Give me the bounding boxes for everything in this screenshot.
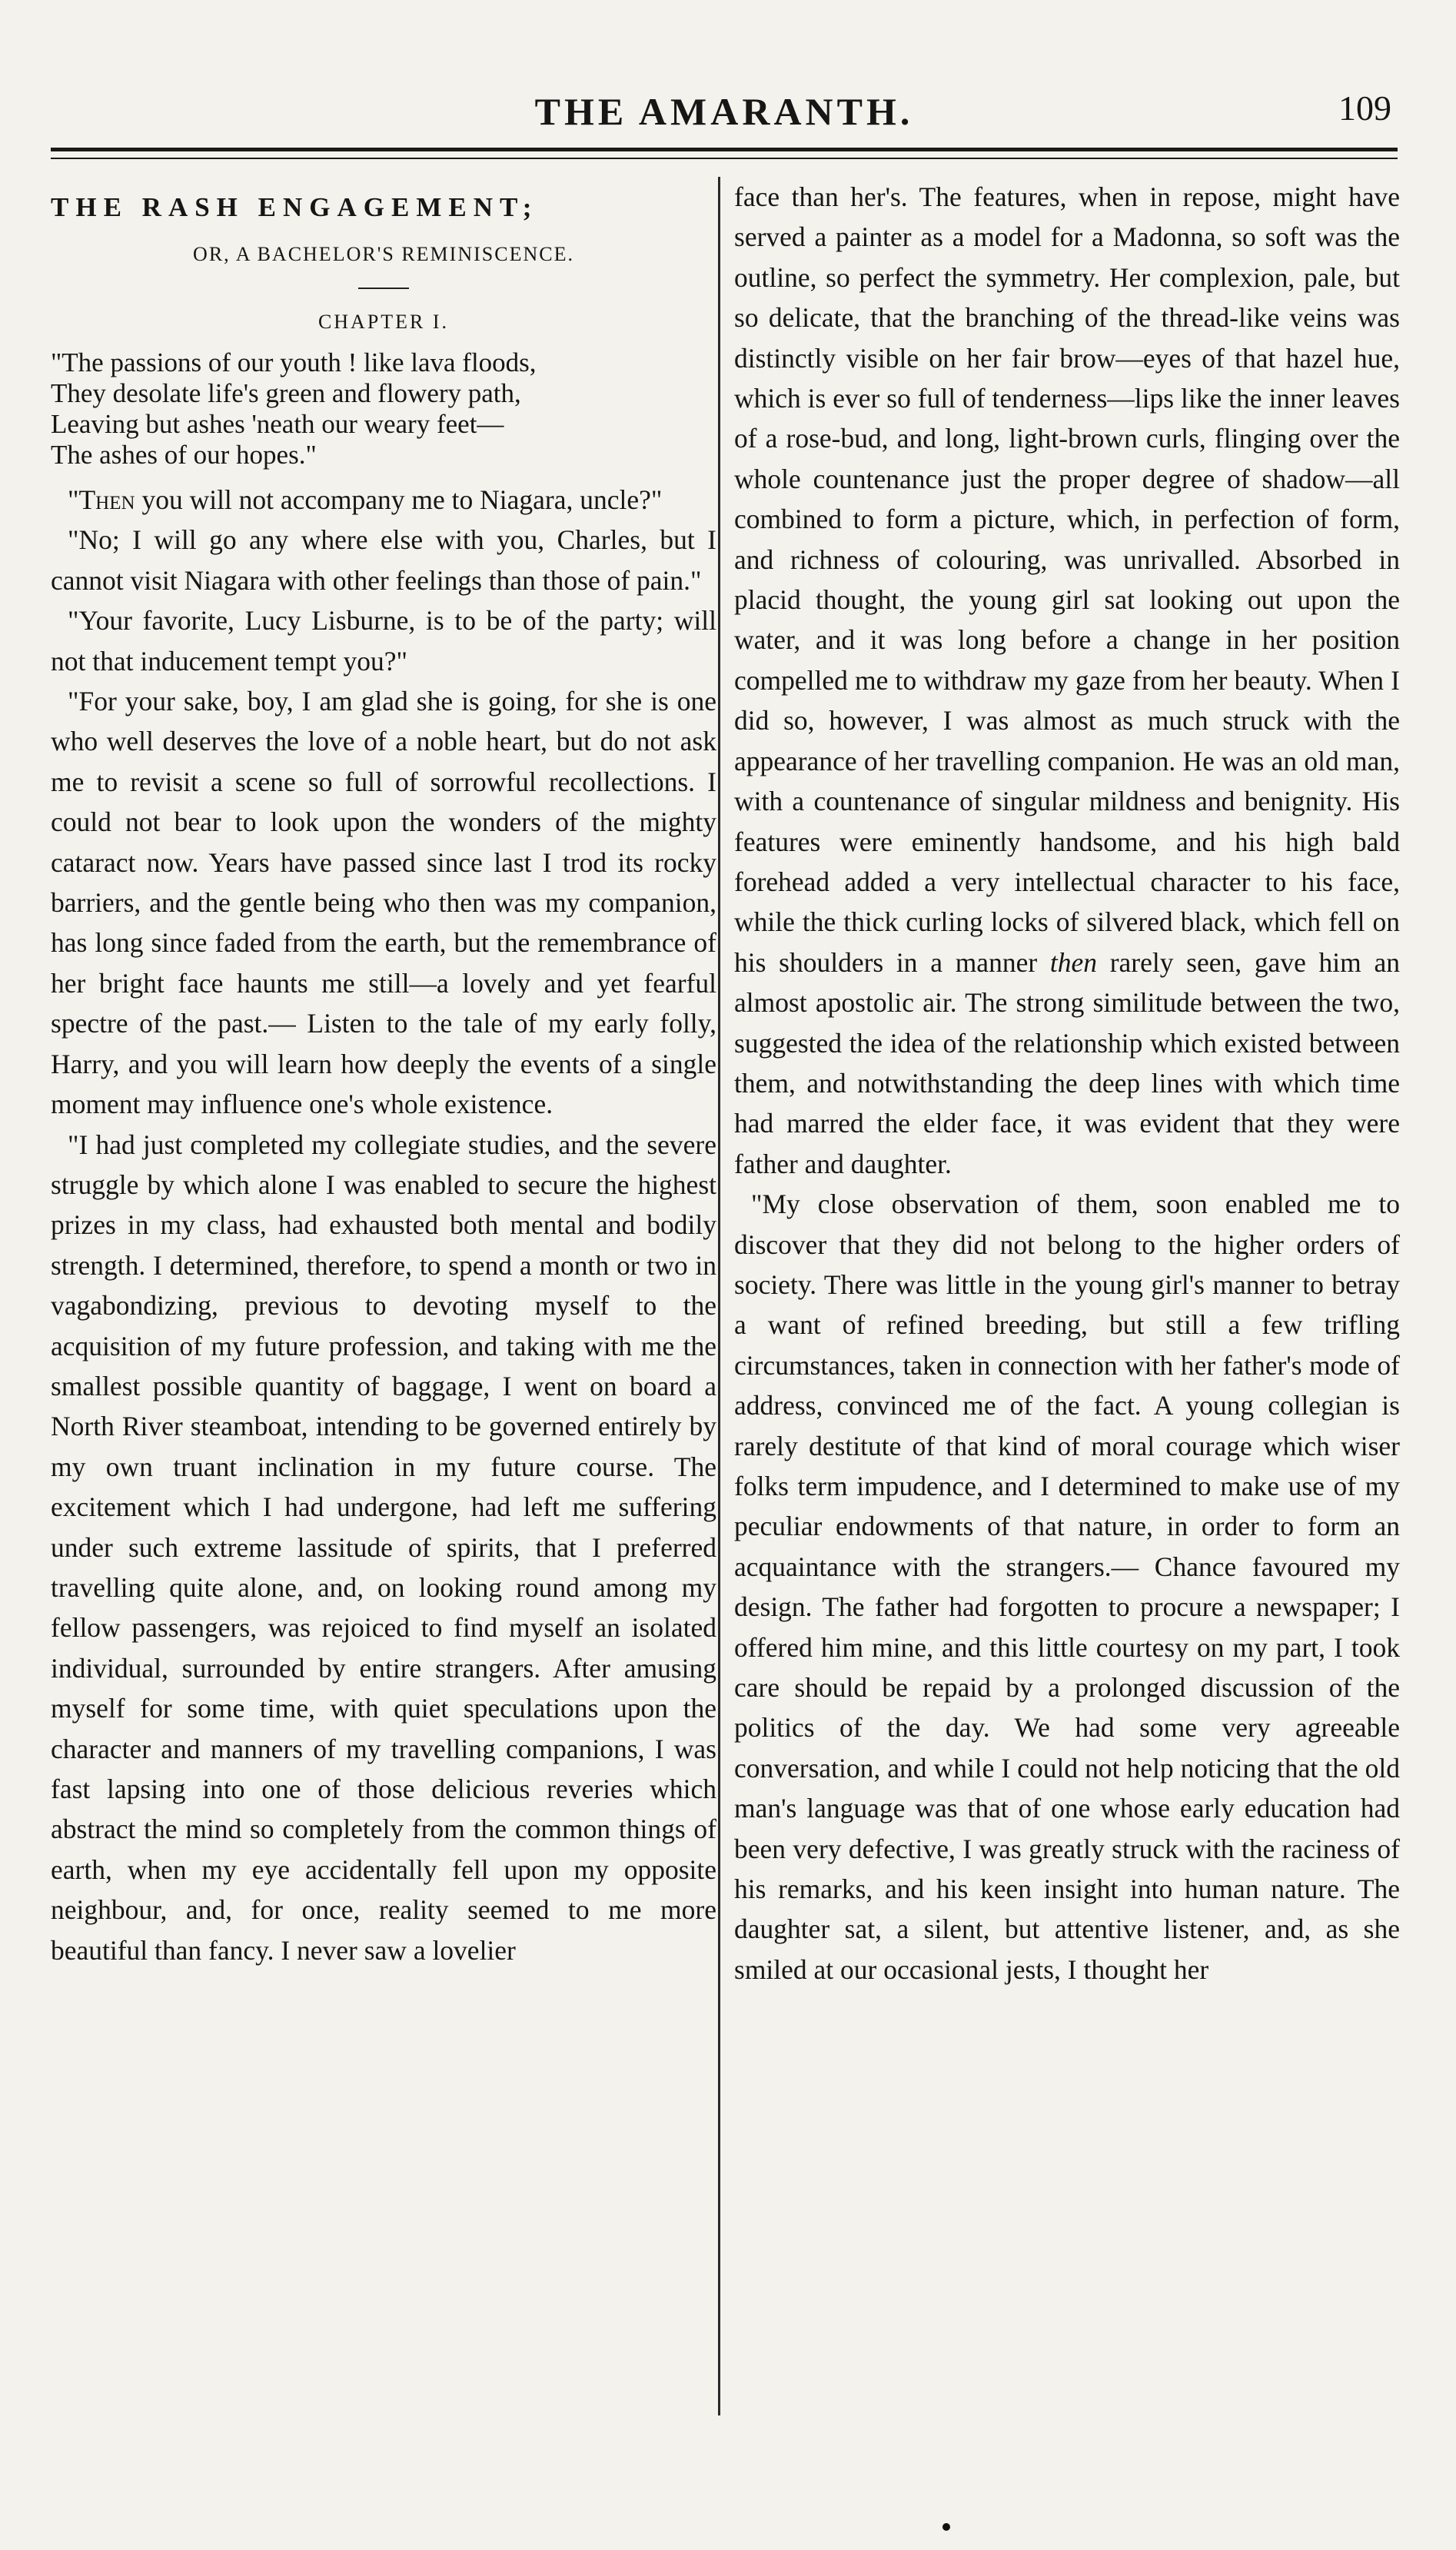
paragraph-text: face than her's. The features, when in repose, might have served a painter as a model for a Madonna, so soft was the outline, so perfect the symmetry. Her complexion, pale, but so delicate, that the branching of the thread-like veins was distinctly visible on her fair brow—eyes of that hazel hue, which is ever so full of tenderness—lips like the inner leaves of a rose-bud, and long, light-brown curls, flinging over the whole countenance just the proper degree of shadow—all combined to form a picture, which, in perfection of form, and richness of colouring, was unrivalled. Absorbed in placid thought, the young girl sat looking out upon the water, and it was long before a change in her position compelled me to withdraw my gaze from her beauty. When I did so, however, I was almost as much struck with the appearance of her travelling companion. He was an old man, with a countenance of singular mildness and benignity. His features were eminently handsome, and his high bald forehead added a very intellectual character to his face, while the thick curling locks of silvered black, which fell on his shoulders in a manner	[734, 181, 1400, 978]
italic-word: then	[1049, 946, 1097, 978]
epigraph: "The passions of our youth ! like lava floods, They desolate life's green and flowery path, Leaving but ashes 'neath our weary feet— The ashes of our hopes."	[51, 347, 537, 470]
paragraph	[51, 480, 716, 520]
paragraph: "I had just completed my collegiate studies, and the severe struggle by which alone I was enabled to secure the highest prizes in my class, had exhausted both mental and bodily strength. I determined, therefore, to spend a month or two in vagabondizing, previous to devoting myself to the acquisition of my future profession, and taking with me the smallest possible quantity of baggage, I went on board a North River steamboat, intending to be governed entirely by my own truant inclination in my future course. The excitement which I had undergone, had left me suffering under such extreme lassitude of spirits, that I preferred travelling quite alone, and, on looking round among my fellow passengers, was rejoiced to find myself an isolated individual, surrounded by entire strangers. After amusing myself for some time, with quiet speculations upon the character and manners of my travelling companions, I was fast lapsing into one of those delicious reveries which abstract the mind so completely from the common things of earth, when my eye accidentally fell upon my opposite neighbour, and, for once, reality seemed to me more beautiful than fancy. I never saw a lovelier	[51, 1129, 716, 1966]
ink-spot	[942, 2523, 950, 2531]
paragraph: "Your favorite, Lucy Lisburne, is to be of the party; will not that inducement tempt you?"	[51, 605, 716, 677]
header-rule-thin	[51, 158, 1398, 159]
story-subtitle: OR, A BACHELOR'S REMINISCENCE.	[193, 243, 574, 265]
title-short-rule	[358, 288, 409, 289]
chapter-heading: CHAPTER I.	[317, 311, 450, 333]
column-divider	[718, 177, 720, 2415]
left-column	[51, 177, 716, 2445]
paragraph: "My close observation of them, soon enabled me to discover that they did not belong to the higher orders of society. There was little in the young girl's manner to betray a want of refined breeding, but still a few trifling circumstances, taken in connection with her father's mode of address, convinced me of the fact. A young collegian is rarely destitute of that kind of moral courage which wiser folks term impudence, and I determined to make use of my peculiar endowments of that nature, in order to form an acquaintance with the strangers.— Chance favoured my design. The father had forgotten to procure a newspaper; I offered him mine, and this little courtesy on my part, I took care should be repaid by a prolonged discussion of the politics of the day. We had some very agreeable conversation, and while I could not help noticing that the old man's language was that of one whose early education had been very defective, I was greatly struck with the raciness of his remarks, and his keen insight into human nature. The daughter sat, a silent, but attentive listener, and, as she smiled at our occasional jests, I thought her	[734, 1189, 1400, 1985]
paragraph-text: rarely seen, gave him an almost apostolic air. The strong similitude between the two, suggested the idea of the relationship which existed between them, and notwithstanding the deep lines with which time had marred the elder face, it was evident that they were father and daughter.	[734, 946, 1400, 1179]
story-title: THE RASH ENGAGEMENT;	[51, 192, 539, 222]
right-column	[734, 177, 1400, 2445]
paragraph	[734, 177, 1400, 1184]
paragraph-lead-word: "Then	[68, 484, 135, 515]
page-number: 109	[1338, 88, 1391, 128]
running-header	[51, 83, 1398, 137]
paragraph: "No; I will go any where else with you, Charles, but I cannot visit Niagara with other feelings than those of pain."	[51, 524, 716, 596]
paragraph: "For your sake, boy, I am glad she is going, for she is one who well deserves the love of a noble heart, but do not ask me to revisit a scene so full of sorrowful recollections. I could not bear to look upon the wonders of the mighty cataract now. Years have passed since last I trod its rocky barriers, and the gentle being who then was my companion, has long since faded from the earth, but the remembrance of her bright face haunts me still—a lovely and yet fearful spectre of the past.— Listen to the tale of my early folly, Harry, and you will learn how deeply the events of a single moment may influence one's whole existence.	[51, 686, 716, 1120]
running-title: THE AMARANTH.	[534, 90, 914, 133]
paragraph-text: you will not accompany me to Niagara, uncle?"	[135, 484, 663, 515]
header-rule-thick	[51, 148, 1398, 151]
